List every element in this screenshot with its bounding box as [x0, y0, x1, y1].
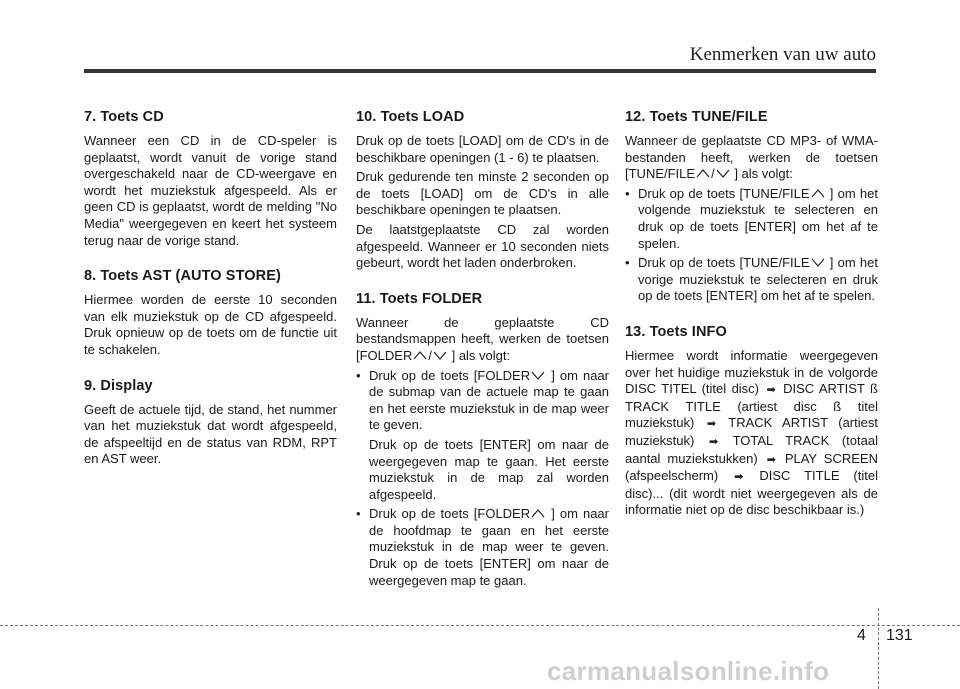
arrow-right-icon: ➡ — [734, 471, 744, 484]
column-3 — [625, 108, 878, 537]
section-13-t1: Hiermee wordt informatie weergegeven over het huidige muziekstuk in de volgorde DISC TITEL (titel disc) — [625, 347, 878, 397]
section-7 — [84, 108, 337, 249]
section-12-intro-a: Wanneer de geplaatste CD MP3- of WMA-bestanden heeft, werken de toetsen [TUNE/FILE — [625, 133, 878, 182]
section-12-title: 12. Toets TUNE/FILE — [625, 109, 768, 125]
section-12-list — [625, 186, 878, 305]
arrow-right-icon: ➡ — [706, 418, 717, 431]
section-10 — [356, 108, 609, 272]
section-13-title: 13. Toets INFO — [625, 323, 727, 340]
chevron-up-icon — [811, 189, 825, 198]
section-9 — [84, 377, 337, 468]
section-12-intro-b: / — [711, 166, 715, 182]
section-9-text: Geeft de actuele tijd, de stand, het nummer van het muziekstuk dat wordt afgespeeld, de afspeeltijd en de status van RDM, RPT en AST weer. — [84, 401, 337, 467]
section-11-b2-b: ] om naar de hoofdmap te gaan en het eerste muziekstuk in de map weer te geven. Druk op de toets [ENTER] om naar de weergegeven map te gaan. — [369, 506, 609, 588]
section-13-t3: TRACK ARTIST (artiest muziekstuk) — [625, 415, 878, 448]
page-number: 131 — [886, 627, 913, 644]
section-13-t5: PLAY SCREEN (afspeelscherm) — [625, 450, 878, 484]
footer-divider — [878, 608, 879, 689]
section-10-text-3: De laatstgeplaatste CD zal worden afgespeeld. Wanneer er 10 seconden niets gebeurt, wordt het laden onderbroken. — [356, 221, 609, 271]
arrow-right-icon: ➡ — [766, 384, 776, 397]
chevron-up-icon — [531, 509, 545, 518]
section-11-title: 11. Toets FOLDER — [356, 290, 483, 307]
section-11-b2-a: Druk op de toets [FOLDER — [369, 506, 531, 522]
section-10-text-2: Druk gedurende ten minste 2 seconden op de toets [LOAD] om de CD's in alle beschikbare openingen te plaatsen. — [356, 169, 609, 218]
list-item — [356, 368, 609, 434]
section-12-b1-b: ] om het volgende muziekstuk te selecteren en druk op de toets [ENTER] om het af te spelen. — [638, 185, 878, 251]
chevron-down-icon — [433, 351, 447, 360]
section-9-title: 9. Display — [84, 377, 153, 394]
chevron-down-icon — [531, 371, 545, 380]
section-11-b1-b: ] om naar de submap van de actuele map te gaan en het eerste muziekstuk in de map weer te geven. — [369, 367, 609, 433]
chapter-number: 4 — [857, 627, 866, 644]
section-11-intro-a: Wanneer de geplaatste CD bestandsmappen heeft, werken de toetsen [FOLDER — [356, 314, 609, 363]
section-12-intro-c: ] als volgt: — [734, 166, 793, 182]
section-11 — [356, 290, 609, 590]
arrow-right-icon: ➡ — [708, 435, 719, 448]
section-13-t4: TOTAL TRACK (totaal aantal muziekstukken) — [625, 432, 878, 466]
watermark: carmanualsonline.info — [547, 656, 830, 686]
chevron-down-icon — [811, 258, 825, 267]
section-11-intro-b: / — [428, 347, 432, 363]
section-8-text: Hiermee worden de eerste 10 seconden van elk muziekstuk op de CD afgespeeld. Druk opnieuw op de toets om de functie uit te schakelen. — [84, 292, 337, 357]
section-13-t6: DISC TITLE (titel disc)... (dit wordt niet weergegeven als de informatie niet op de disc beschikbaar is.) — [625, 468, 878, 518]
section-8 — [84, 267, 337, 358]
section-13 — [625, 323, 878, 519]
chevron-up-icon — [413, 351, 427, 360]
list-item — [625, 255, 878, 305]
section-13-t2: DISC ARTIST ß TRACK TITLE (artiest disc ß titel muziekstuk) — [625, 381, 878, 431]
list-item — [356, 506, 609, 589]
section-10-text-1: Druk op de toets [LOAD] om de CD's in de beschikbare openingen (1 - 6) te plaatsen. — [356, 133, 609, 165]
section-7-text: Wanneer een CD in de CD-speler is geplaatst, wordt vanuit de vorige stand overgeschakeld naar de CD-weergave en wordt het muziekstuk afgespeeld. Als er geen CD is geplaatst, wordt de melding "No Media" weergegeven en keert het systeem terug naar de vorige stand. — [84, 133, 337, 248]
section-12-b2-b: ] om het vorige muziekstuk te selecteren en druk op de toets [ENTER] om het af te spelen. — [638, 255, 878, 304]
arrow-right-icon: ➡ — [766, 453, 776, 466]
list-item — [625, 186, 878, 252]
section-11-b1-sub: Druk op de toets [ENTER] om naar de weergegeven map te gaan. Het eerste muziekstuk in de map zal worden afgespeeld. — [369, 436, 609, 502]
column-1 — [84, 108, 337, 486]
section-8-title: 8. Toets AST (AUTO STORE) — [84, 268, 281, 285]
section-13-text — [625, 348, 878, 519]
section-12-b2-a: Druk op de toets [TUNE/FILE — [638, 255, 810, 271]
section-12-intro — [625, 133, 878, 183]
section-12-b1-a: Druk op de toets [TUNE/FILE — [638, 185, 810, 201]
section-12 — [625, 108, 878, 305]
page-header-title: Kenmerken van uw auto — [689, 44, 876, 65]
header-rule — [84, 69, 876, 73]
chevron-up-icon — [696, 169, 710, 178]
section-10-title: 10. Toets LOAD — [356, 109, 465, 125]
section-11-intro — [356, 315, 609, 365]
section-11-b1-a: Druk op de toets [FOLDER — [369, 367, 531, 383]
section-11-intro-c: ] als volgt: — [451, 347, 511, 363]
column-2 — [356, 108, 609, 607]
section-7-title: 7. Toets CD — [84, 109, 164, 125]
footer-rule — [0, 625, 960, 627]
section-11-list — [356, 368, 609, 590]
chevron-down-icon — [716, 169, 730, 178]
